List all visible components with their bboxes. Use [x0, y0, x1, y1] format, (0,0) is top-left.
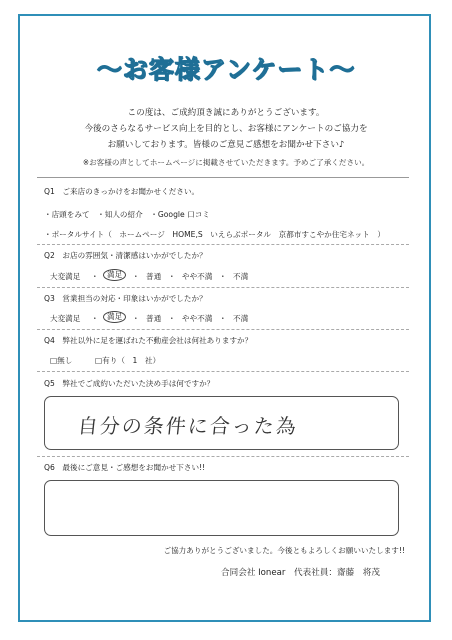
q2-option-very-satisfied[interactable]: 大変満足 — [50, 272, 81, 281]
separator: ・ — [91, 272, 99, 281]
q3-option-somewhat-dissatisfied[interactable]: やや不満 — [182, 314, 213, 323]
q2-question: Q2 お店の雰囲気・清潔感はいかがでしたか？ — [44, 251, 207, 260]
page-title: 〜お客様アンケート〜 — [96, 55, 356, 84]
q3-option-dissatisfied[interactable]: 不満 — [233, 314, 249, 323]
separator: ・ — [91, 314, 99, 323]
q4-option-none[interactable]: □無し — [50, 356, 73, 365]
selected-circle: 満足 — [103, 311, 126, 323]
q2-option-somewhat-dissatisfied[interactable]: やや不満 — [182, 272, 213, 281]
intro-line-3: お願いしております。皆様のご意見ご感想をお聞かせ下さい♪ — [107, 140, 345, 150]
divider — [37, 177, 409, 178]
q2-option-dissatisfied[interactable]: 不満 — [233, 272, 249, 281]
q3-option-very-satisfied[interactable]: 大変満足 — [50, 314, 81, 323]
q3-option-satisfied[interactable] — [103, 311, 126, 323]
selected-circle: 満足 — [103, 269, 126, 281]
q4-question: Q4 弊社以外に足を運ばれた不動産会社は何社ありますか？ — [44, 336, 253, 345]
separator: ・ — [168, 314, 176, 323]
intro-line-2: 今後のさらなるサービス向上を目的とし、お客様にアンケートのご協力を — [84, 124, 368, 134]
closing-message: ご協力ありがとうございました。今後ともよろしくお願いいたします!! — [163, 546, 405, 555]
q2-option-neutral[interactable]: 普通 — [146, 272, 162, 281]
separator: ・ — [132, 314, 140, 323]
divider — [37, 329, 409, 330]
q5-handwritten-answer: 自分の条件に合った為 — [76, 414, 300, 438]
divider — [37, 371, 409, 372]
q2-option-satisfied[interactable] — [103, 269, 126, 281]
q3-question: Q3 営業担当の対応・印象はいかがでしたか？ — [44, 294, 207, 303]
q1-options-line1: ・店頭をみて ・知人の紹介 ・Google 口コミ — [44, 210, 210, 219]
divider — [37, 287, 409, 288]
q3-option-neutral[interactable]: 普通 — [146, 314, 162, 323]
q6-answer-box[interactable] — [44, 480, 399, 536]
q4-option-some[interactable]: □有り（ 1 社） — [95, 356, 161, 365]
separator: ・ — [132, 272, 140, 281]
separator: ・ — [219, 272, 227, 281]
separator: ・ — [219, 314, 227, 323]
intro-line-1: この度は、ご成約頂き誠にありがとうございます。 — [127, 108, 325, 118]
q6-question: Q6 最後にご意見・ご感想をお聞かせ下さい!! — [44, 463, 206, 472]
q1-options-line2: ・ポータルサイト（ ホームページ HOME,S いえらぶポータル 京都市すこやか住宅ネット ） — [44, 230, 385, 239]
publication-note: ※お客様の声としてホームページに掲載させていただきます。予めご了承ください。 — [82, 158, 370, 167]
separator: ・ — [168, 272, 176, 281]
divider — [37, 244, 409, 245]
q1-question: Q1 ご来店のきっかけをお聞かせください。 — [44, 187, 200, 196]
divider — [37, 456, 409, 457]
q5-question: Q5 弊社でご成約いただいた決め手は何ですか？ — [44, 379, 215, 388]
company-signature: 合同会社 Ionear 代表社員：齋藤 将茂 — [221, 568, 380, 578]
